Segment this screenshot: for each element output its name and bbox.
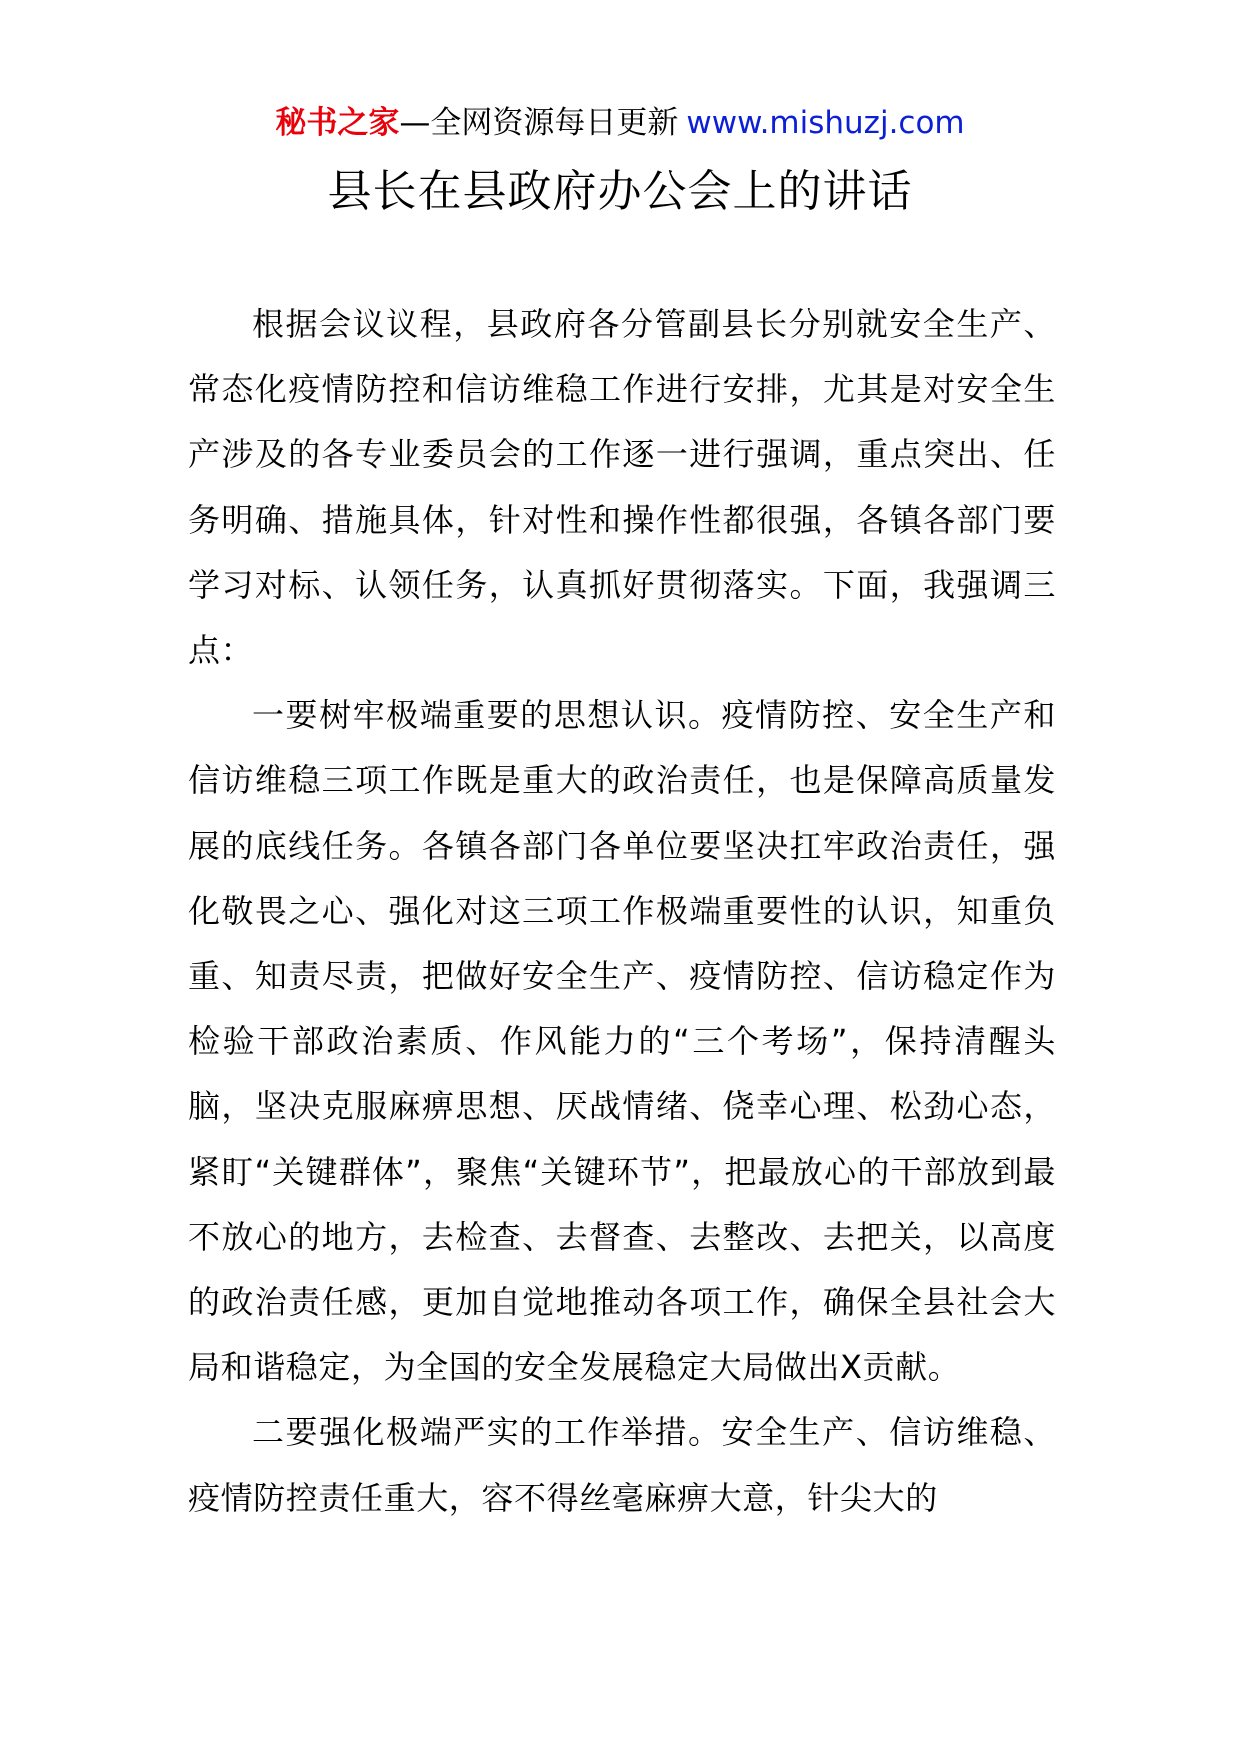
header-slogan: —全网资源每日更新 [399, 105, 679, 141]
website-link[interactable]: www.mishuzj.com [686, 105, 965, 141]
document-body [188, 292, 1056, 1531]
watermark-header [0, 100, 1240, 146]
paragraph-point-two: 二要强化极端严实的工作举措。安全生产、信访维稳、疫情防控责任重大，容不得丝毫麻痹大意，针尖大的 [188, 1413, 1056, 1517]
paragraph-point-one: 一要树牢极端重要的思想认识。疫情防控、安全生产和信访维稳三项工作既是重大的政治责任，也是保障高质量发展的底线任务。各镇各部门各单位要坚决扛牢政治责任，强化敬畏之心、强化对这三项工作极端重要性的认识，知重负重、知责尽责，把做好安全生产、疫情防控、信访稳定作为检验干部政治素质、作风能力的“三个考场”，保持清醒头脑，坚决克服麻痹思想、厌战情绪、侥幸心理、松劲心态，紧盯“关键群体”，聚焦“关键环节”，把最放心的干部放到最不放心的地方，去检查、去督查、去整改、去把关，以高度的政治责任感，更加自觉地推动各项工作，确保全县社会大局和谐稳定，为全国的安全发展稳定大局做出X贡献。 [188, 696, 1056, 1387]
document-title: 县长在县政府办公会上的讲话 [327, 166, 913, 217]
brand-name: 秘书之家 [275, 105, 400, 141]
paragraph-intro: 根据会议议程，县政府各分管副县长分别就安全生产、常态化疫情防控和信访维稳工作进行安排，尤其是对安全生产涉及的各专业委员会的工作逐一进行强调，重点突出、任务明确、措施具体，针对性和操作性都很强，各镇各部门要学习对标、认领任务，认真抓好贯彻落实。下面，我强调三点： [188, 305, 1056, 670]
